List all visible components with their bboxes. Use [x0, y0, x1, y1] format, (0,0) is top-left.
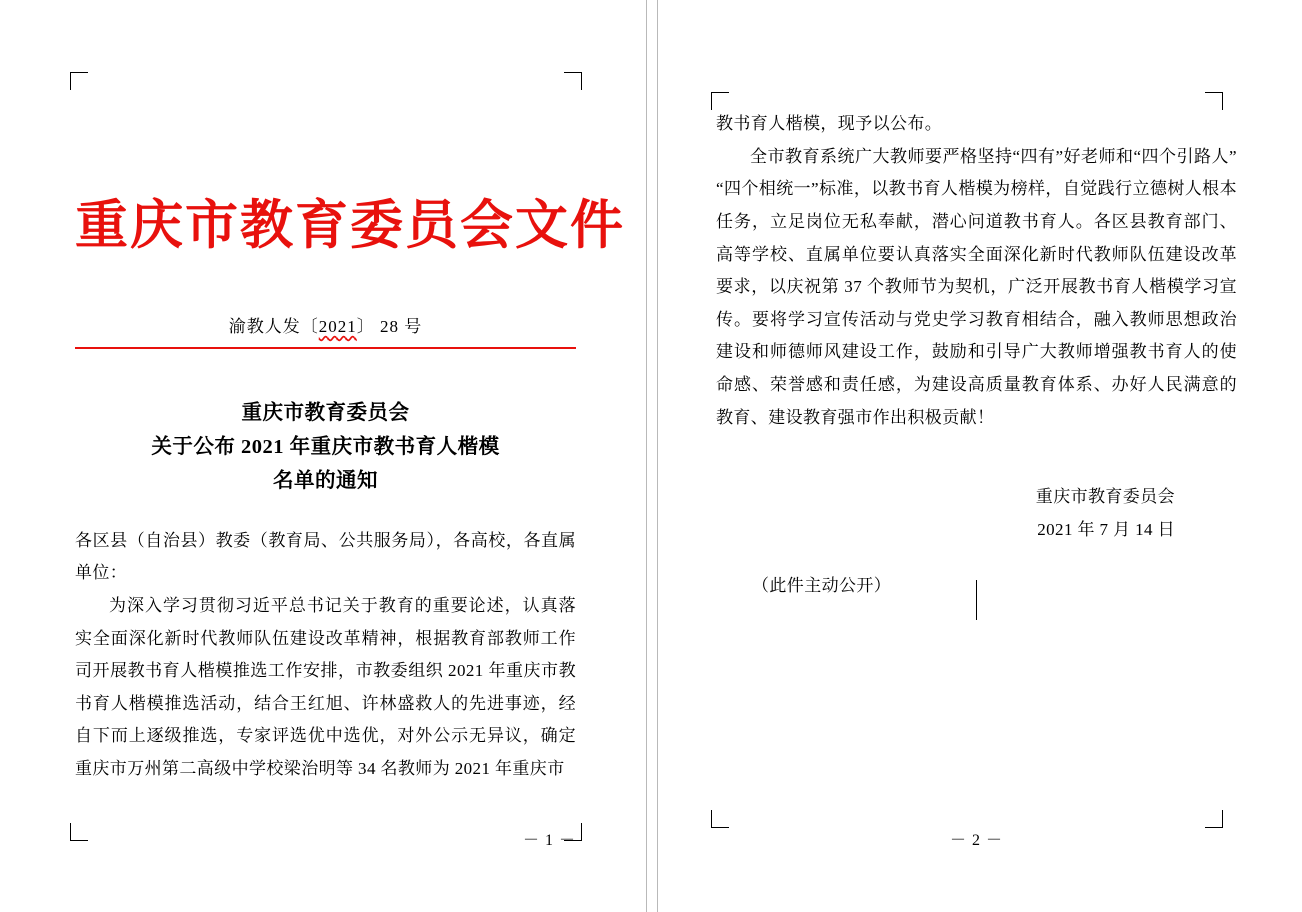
crop-mark-bottom-left: [711, 810, 729, 828]
signature-organization: 重庆市教育委员会: [1035, 487, 1175, 507]
crop-mark-top-right: [1205, 92, 1223, 110]
document-number: [75, 312, 576, 337]
crop-mark-top-left: [70, 72, 88, 90]
page-number-2: － 2 －: [949, 832, 1003, 849]
recipient-line: 各区县（自治县）教委（教育局、公共服务局），各高校，各直属单位：: [75, 530, 576, 583]
document-number-prefix: 渝教人发: [228, 317, 301, 337]
document-body-page-1: [75, 525, 576, 786]
document-title-line-1: 重庆市教育委员会: [241, 402, 410, 425]
document-number-suffix: 号: [404, 317, 423, 337]
center-registration-tick: [976, 580, 977, 620]
document-title: [75, 397, 576, 498]
body-continued-1: 教书育人楷模，现予以公布。: [716, 114, 943, 133]
page-number-1: － 1 －: [522, 832, 576, 849]
document-number-year: 2021: [318, 317, 357, 337]
document-title-line-2: 关于公布 2021 年重庆市教书育人楷模: [151, 436, 500, 459]
document-body-page-2: [716, 108, 1237, 434]
page-1-content: [75, 0, 625, 912]
crop-mark-bottom-right: [564, 823, 582, 841]
crop-mark-bottom-right: [1205, 810, 1223, 828]
crop-mark-top-left: [711, 92, 729, 110]
document-title-line-3: 名单的通知: [273, 469, 378, 492]
document-signature: [716, 480, 1237, 546]
publish-note: （此件主动公开）: [752, 575, 892, 595]
document-number-bracket-close: 〕: [356, 317, 375, 337]
document-number-serial: 28: [380, 317, 399, 337]
document-masthead: 重庆市教育委员会文件: [75, 194, 625, 256]
body-paragraph-2: 全市教育系统广大教师要严格坚持“四有”好老师和“四个引路人”“四个相统一”标准，以教书育人楷模为榜样，自觉践行立德树人根本任务，立足岗位无私奉献，潜心问道教书育人。各区县教育部门、高等学校、直属单位要认真落实全面深化新时代教师队伍建设改革要求，以庆祝第 37 个教师节为契机，广泛开展教书育人楷模学习宣传。要将学习宣传活动与党史学习教育相结合，融入教师思想政治建设和师德师风建设工作，鼓励和引导广大教师增强教书育人的使命感、荣誉感和责任感，为建设高质量教育体系、办好人民满意的教育、建设教育强市作出积极贡献！: [716, 146, 1237, 427]
crop-mark-bottom-left: [70, 823, 88, 841]
page-gutter: [646, 0, 658, 912]
crop-mark-top-right: [564, 72, 582, 90]
document-number-bracket-open: 〔: [300, 317, 319, 337]
document-page-2: [651, 0, 1302, 912]
body-paragraph-1: 为深入学习贯彻习近平总书记关于教育的重要论述，认真落实全面深化新时代教师队伍建设改革精神，根据教育部教师工作司开展教书育人楷模推选工作安排，市教委组织 2021 年重庆市教书育人楷模推选活动，结合王红旭、许林盛救人的先进事迹，经自下而上逐级推选，专家评选优中选优，对外公示无异议，确定重庆市万州第二高级中学校梁治明等 34 名教师为 2021 年重庆市: [75, 595, 576, 779]
page-2-content: [716, 0, 1237, 912]
masthead-red-rule: [75, 347, 576, 349]
signature-date: 2021 年 7 月 14 日: [1037, 520, 1175, 540]
